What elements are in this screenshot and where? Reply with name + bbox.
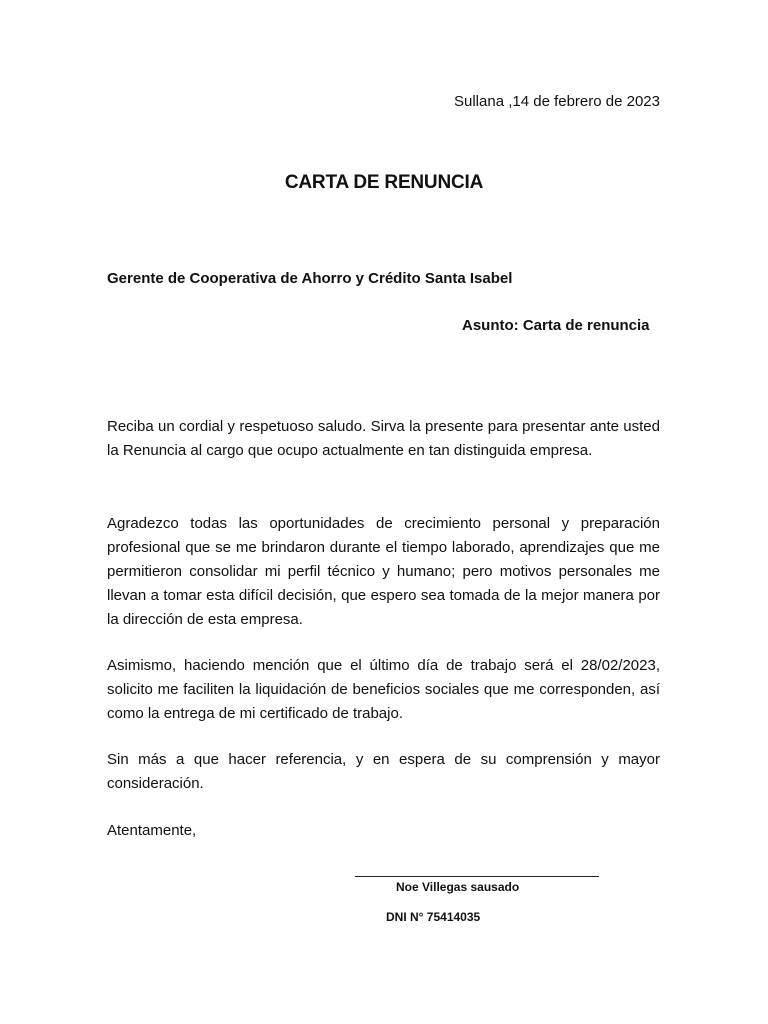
subject-line: Asunto: Carta de renuncia (462, 317, 650, 334)
recipient-line: Gerente de Cooperativa de Ahorro y Crédito Santa Isabel (107, 270, 513, 287)
date-line: Sullana ,14 de febrero de 2023 (454, 93, 660, 110)
letter-title: CARTA DE RENUNCIA (284, 172, 484, 193)
signature-line (355, 876, 599, 877)
closing-line: Atentamente, (107, 822, 197, 839)
signature-name: Noe Villegas sausado (396, 880, 520, 894)
signature-dni: DNI N° 75414035 (386, 910, 481, 924)
body-paragraph-2: Agradezco todas las oportunidades de crecimiento personal y preparación profesional que se me brindaron durante el tiempo laborado, aprendizajes que me permitieron consolidar mi perfil técnico y humano; pero motivos personales me llevan a tomar esta difícil decisión, que espero sea tomada de la mejor manera por la dirección de esta empresa. (107, 515, 660, 628)
body-paragraph-4: Sin más a que hacer referencia, y en espera de su comprensión y mayor consideración. (107, 751, 660, 792)
body-paragraph-3: Asimismo, haciendo mención que el último día de trabajo será el 28/02/2023, solicito me faciliten la liquidación de beneficios sociales que me corresponden, así como la entrega de mi certificado de trabajo. (107, 657, 660, 722)
body-paragraph-1: Reciba un cordial y respetuoso saludo. Sirva la presente para presentar ante usted la Renuncia al cargo que ocupo actualmente en tan distinguida empresa. (107, 418, 660, 459)
